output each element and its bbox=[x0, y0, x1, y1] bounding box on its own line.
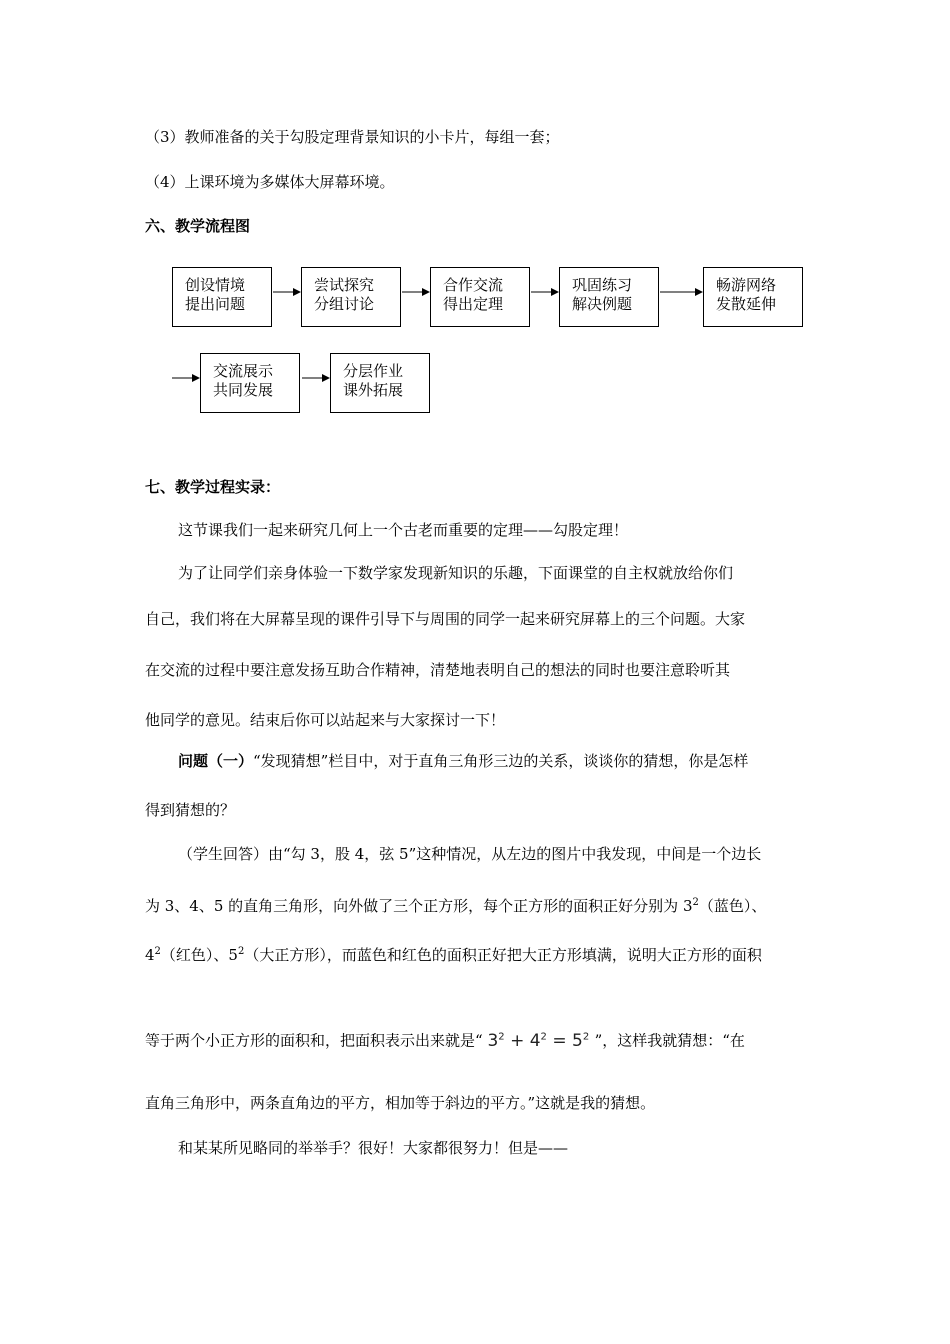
flow-step-1-line-2: 提出问题 bbox=[185, 295, 246, 313]
flow-step-6-line-2: 共同发展 bbox=[213, 381, 274, 399]
answer-line-4 bbox=[145, 1027, 745, 1051]
flow-step-6-line-1: 交流展示 bbox=[213, 362, 274, 380]
formula-c: 5 bbox=[571, 1030, 583, 1051]
paragraph-2-line-1: 为了让同学们亲身体验一下数学家发现新知识的乐趣，下面课堂的自主权就放给你们 bbox=[178, 564, 734, 582]
formula-exp-b: 2 bbox=[540, 1031, 547, 1042]
question-1-label: 问题（一） bbox=[178, 752, 254, 770]
formula-a: 3 bbox=[487, 1030, 499, 1051]
flow-step-2-line-2: 分组讨论 bbox=[314, 295, 375, 313]
answer-line-3-a: 4 bbox=[145, 946, 155, 964]
flow-step-2-line-1: 尝试探究 bbox=[314, 276, 375, 294]
flow-step-7 bbox=[330, 353, 430, 413]
section-6-heading: 六、教学流程图 bbox=[145, 217, 251, 235]
answer-line-5: 直角三角形中，两条直角边的平方，相加等于斜边的平方。”这就是我的猜想。 bbox=[145, 1094, 656, 1112]
flow-step-4-line-2: 解决例题 bbox=[572, 295, 633, 313]
flow-step-5-line-1: 畅游网络 bbox=[716, 276, 777, 294]
answer-line-1: （学生回答）由“勾 3，股 4，弦 5”这种情况，从左边的图片中我发现，中间是一个边长 bbox=[178, 845, 762, 863]
formula-b: 4 bbox=[529, 1030, 541, 1051]
question-1-line-1 bbox=[178, 751, 748, 771]
flow-step-1 bbox=[172, 267, 272, 327]
answer-line-2-text: 为 3、4、5 的直角三角形，向外做了三个正方形，每个正方形的面积正好分别为 3 bbox=[145, 897, 693, 915]
flow-step-3-line-2: 得出定理 bbox=[443, 295, 504, 313]
flow-step-5-line-2: 发散延伸 bbox=[716, 295, 777, 313]
flow-step-2 bbox=[301, 267, 401, 327]
paragraph-2-line-2: 自己，我们将在大屏幕呈现的课件引导下与周围的同学一起来研究屏幕上的三个问题。大家 bbox=[145, 610, 746, 628]
formula-exp-a: 2 bbox=[498, 1031, 505, 1042]
answer-line-3 bbox=[145, 942, 762, 965]
answer-line-4-tail: ”，这样我就猜想：“在 bbox=[594, 1031, 745, 1050]
answer-line-3-c: （大正方形），而蓝色和红色的面积正好把大正方形填满，说明大正方形的面积 bbox=[244, 946, 762, 964]
flow-step-7-line-1: 分层作业 bbox=[343, 362, 404, 380]
flow-step-4-line-1: 巩固练习 bbox=[572, 276, 633, 294]
question-1-text: “发现猜想”栏目中，对于直角三角形三边的关系，谈谈你的猜想，你是怎样 bbox=[253, 752, 749, 770]
paragraph-2-line-3: 在交流的过程中要注意发扬互助合作精神，清楚地表明自己的想法的同时也要注意聆听其 bbox=[145, 661, 731, 679]
flow-step-5 bbox=[703, 267, 803, 327]
flow-step-7-line-2: 课外拓展 bbox=[343, 381, 404, 399]
superscript: 2 bbox=[154, 946, 161, 957]
flow-step-3 bbox=[430, 267, 530, 327]
formula-exp-c: 2 bbox=[582, 1031, 590, 1042]
pythagorean-formula bbox=[487, 1031, 594, 1051]
flow-step-3-line-1: 合作交流 bbox=[443, 276, 504, 294]
answer-line-3-b: （红色）、5 bbox=[160, 946, 238, 964]
paragraph-2-line-4: 他同学的意见。结束后你可以站起来与大家探讨一下！ bbox=[145, 711, 506, 729]
flow-step-6 bbox=[200, 353, 300, 413]
answer-line-2 bbox=[145, 893, 766, 916]
formula-equals: = bbox=[552, 1030, 567, 1051]
flow-step-4 bbox=[559, 267, 659, 327]
flowchart-arrows bbox=[0, 0, 950, 430]
closing-line: 和某某所见略同的举举手？很好！大家都很努力！但是—— bbox=[178, 1139, 569, 1157]
answer-line-2-tail: （蓝色）、 bbox=[698, 897, 767, 915]
section-7-heading: 七、教学过程实录： bbox=[145, 478, 281, 496]
question-1-line-2: 得到猜想的？ bbox=[145, 801, 236, 819]
superscript: 2 bbox=[237, 946, 245, 957]
paragraph-intro: 这节课我们一起来研究几何上一个古老而重要的定理——勾股定理！ bbox=[178, 521, 629, 539]
formula-plus: + bbox=[510, 1030, 525, 1051]
material-item-3: （3）教师准备的关于勾股定理背景知识的小卡片，每组一套； bbox=[145, 128, 560, 146]
flow-step-1-line-1: 创设情境 bbox=[185, 276, 246, 294]
material-item-4: （4）上课环境为多媒体大屏幕环境。 bbox=[145, 173, 395, 191]
answer-line-4-text: 等于两个小正方形的面积和，把面积表示出来就是“ bbox=[145, 1031, 483, 1050]
superscript: 2 bbox=[692, 897, 699, 908]
